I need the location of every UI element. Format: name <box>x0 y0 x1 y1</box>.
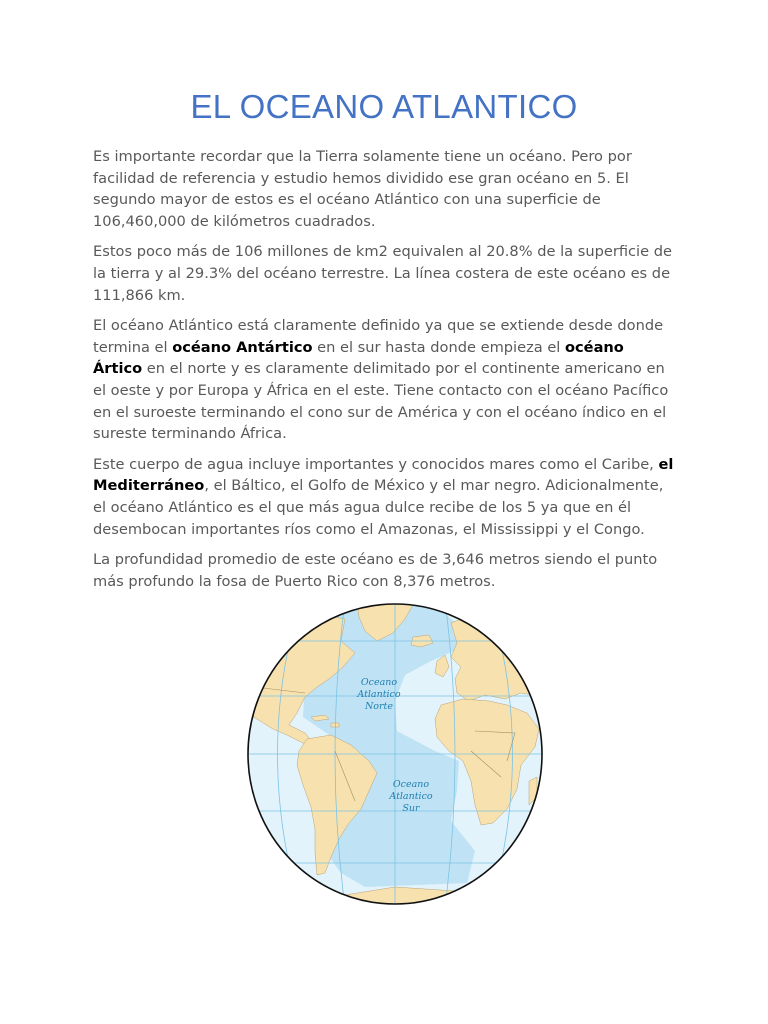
north-label-line-3: Norte <box>364 701 394 712</box>
paragraph <box>93 241 678 306</box>
text-segment: Es importante recordar que la Tierra solamente tiene un océano. Pero por facilidad de referencia y estudio hemos dividido ese gran océano en 5. El segundo mayor de estos es el océano Atlántico con una superficie de 106,460,000 de kilómetros cuadrados. <box>93 148 632 230</box>
text-segment: , el Báltico, el Golfo de México y el mar negro. Adicionalmente, el océano Atlántico es el que más agua dulce recibe de los 5 ya que en él desembocan importantes ríos como el Amazonas, el Mississippi y el Congo. <box>93 477 664 538</box>
north-label-line-1: Oceano <box>360 677 398 688</box>
bold-term: océano Antártico <box>172 338 313 356</box>
page-title: EL OCEANO ATLANTICO <box>190 88 578 125</box>
text-segment: La profundidad promedio de este océano es de 3,646 metros siendo el punto más profundo la fosa de Puerto Rico con 8,376 metros. <box>93 551 658 590</box>
bold-term: el Mediterráneo <box>93 455 674 495</box>
text-segment: en el norte y es claramente delimitado por el continente americano en el oeste y por Europa y África en el este. Tiene contacto con el océano Pacífico en el suroeste terminando el cono sur de América y con el océano índico en el sureste terminando África. <box>93 360 669 443</box>
south-label-line-3: Sur <box>402 803 420 814</box>
paragraph <box>93 315 678 445</box>
paragraph <box>93 549 678 592</box>
madagascar-landmass <box>529 777 537 805</box>
text-segment: Este cuerpo de agua incluye importantes y conocidos mares como el Caribe, <box>93 455 659 473</box>
text-segment: en el sur hasta donde empieza el <box>312 338 565 356</box>
globe-map <box>245 601 545 907</box>
text-segment: Estos poco más de 106 millones de km2 equivalen al 20.8% de la superficie de la tierra y al 29.3% del océano terrestre. La línea costera de este océano es de 111,866 km. <box>93 243 672 304</box>
south-label-line-1: Oceano <box>392 779 430 790</box>
south-label-line-2: Atlantico <box>389 791 433 802</box>
body-text <box>93 146 678 601</box>
text-segment: El océano Atlántico está claramente definido ya que se extiende desde donde termina el <box>93 317 664 356</box>
atlantic-ocean-map <box>245 601 545 907</box>
paragraph <box>93 146 678 232</box>
paragraph <box>93 454 678 540</box>
graticule-lines <box>245 601 545 907</box>
bold-term: océano Ártico <box>93 338 624 378</box>
north-label-line-2: Atlantico <box>357 689 401 700</box>
